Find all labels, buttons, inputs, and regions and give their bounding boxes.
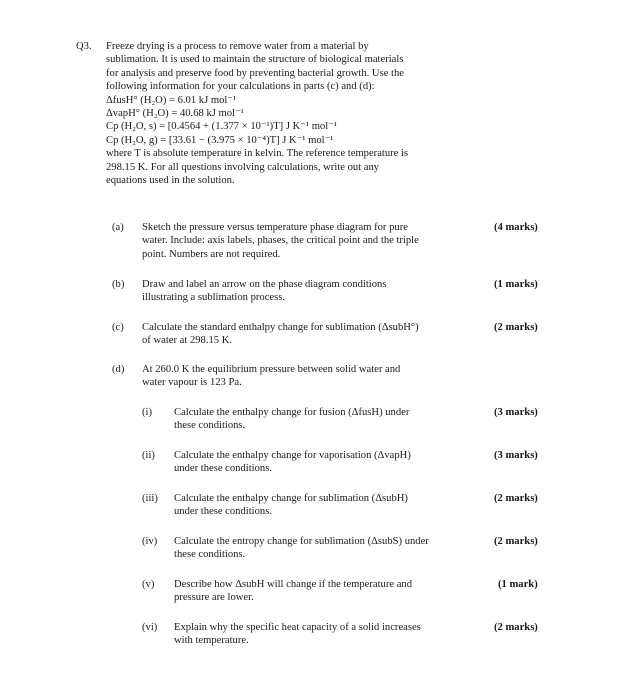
subpart-text bbox=[174, 535, 474, 562]
part-line: water vapour is 123 Pa. bbox=[142, 377, 242, 389]
subpart-text bbox=[174, 578, 474, 605]
subpart-line: pressure are lower. bbox=[174, 592, 254, 604]
marks-ii: (3 marks) bbox=[494, 450, 538, 461]
data-heat-capacity-solid: Cp (H₂O, s) = [0.4564 + (1.377 × 10⁻¹)T] J K⁻¹ mol⁻¹ bbox=[106, 121, 337, 133]
part-text bbox=[142, 278, 472, 305]
subpart-label: (i) bbox=[142, 407, 152, 418]
subpart-label: (iv) bbox=[142, 536, 158, 547]
marks-b: (1 marks) bbox=[494, 279, 538, 290]
marks-iv: (2 marks) bbox=[494, 536, 538, 547]
part-text bbox=[142, 221, 472, 261]
subpart-line: Explain why the specific heat capacity of a solid increases bbox=[174, 622, 421, 633]
intro-line: following information for your calculations in parts (c) and (d): bbox=[106, 81, 375, 93]
part-line: water. Include: axis labels, phases, the critical point and the triple bbox=[142, 235, 419, 247]
subpart-text bbox=[174, 406, 474, 433]
subpart-line: Calculate the enthalpy change for sublimation (ΔsubH) bbox=[174, 493, 408, 504]
marks-iii: (2 marks) bbox=[494, 493, 538, 504]
data-fusion-enthalpy: ΔfusH° (H₂O) = 6.01 kJ mol⁻¹ bbox=[106, 94, 237, 106]
subpart-line: Calculate the entropy change for sublimation (ΔsubS) under bbox=[174, 536, 429, 547]
subpart-line: these conditions. bbox=[174, 420, 246, 432]
subpart-line: under these conditions. bbox=[174, 463, 272, 475]
data-heat-capacity-gas: Cp (H₂O, g) = [33.61 − (3.975 × 10⁻⁴)T] J K⁻¹ mol⁻¹ bbox=[106, 134, 334, 146]
part-line: of water at 298.15 K. bbox=[142, 335, 233, 347]
subpart-line: under these conditions. bbox=[174, 506, 272, 518]
part-line: point. Numbers are not required. bbox=[142, 248, 281, 260]
part-text bbox=[142, 321, 472, 348]
part-text bbox=[142, 363, 472, 390]
marks-a: (4 marks) bbox=[494, 222, 538, 233]
part-label: (a) bbox=[112, 222, 124, 233]
part-line: illustrating a sublimation process. bbox=[142, 292, 285, 304]
subpart-label: (iii) bbox=[142, 493, 158, 504]
subpart-line: Describe how ΔsubH will change if the temperature and bbox=[174, 579, 413, 590]
intro-line: sublimation. It is used to maintain the structure of biological materials bbox=[106, 54, 404, 66]
subpart-line: Calculate the enthalpy change for fusion (ΔfusH) under bbox=[174, 407, 410, 418]
question-number: Q3. bbox=[76, 41, 92, 52]
part-line: Sketch the pressure versus temperature phase diagram for pure bbox=[142, 222, 408, 233]
subpart-line: Calculate the enthalpy change for vaporisation (ΔvapH) bbox=[174, 450, 411, 461]
marks-v: (1 mark) bbox=[498, 579, 538, 590]
subpart-text bbox=[174, 492, 474, 519]
part-label: (b) bbox=[112, 279, 125, 290]
subpart-line: these conditions. bbox=[174, 549, 246, 561]
subpart-label: (v) bbox=[142, 579, 155, 590]
intro-line: Freeze drying is a process to remove water from a material by bbox=[106, 41, 369, 52]
closing-line: where T is absolute temperature in kelvin. The reference temperature is bbox=[106, 148, 409, 160]
marks-i: (3 marks) bbox=[494, 407, 538, 418]
intro-line: for analysis and preserve food by preventing bacterial growth. Use the bbox=[106, 67, 404, 79]
subpart-label: (vi) bbox=[142, 622, 158, 633]
subpart-text bbox=[174, 449, 474, 476]
closing-line: 298.15 K. For all questions involving calculations, write out any bbox=[106, 161, 380, 173]
data-vaporisation-enthalpy: ΔvapH° (H₂O) = 40.68 kJ mol⁻¹ bbox=[106, 108, 244, 120]
part-line: At 260.0 K the equilibrium pressure between solid water and bbox=[142, 364, 401, 375]
subpart-label: (ii) bbox=[142, 450, 155, 461]
marks-c: (2 marks) bbox=[494, 322, 538, 333]
part-line: Draw and label an arrow on the phase diagram conditions bbox=[142, 279, 387, 290]
closing-line: equations used in the solution. bbox=[106, 175, 235, 187]
part-label: (c) bbox=[112, 322, 124, 333]
subpart-line: with temperature. bbox=[174, 635, 249, 647]
subpart-text bbox=[174, 621, 474, 648]
marks-vi: (2 marks) bbox=[494, 622, 538, 633]
part-label: (d) bbox=[112, 364, 125, 375]
question-intro bbox=[106, 40, 486, 187]
part-line: Calculate the standard enthalpy change for sublimation (ΔsubH°) bbox=[142, 322, 419, 333]
